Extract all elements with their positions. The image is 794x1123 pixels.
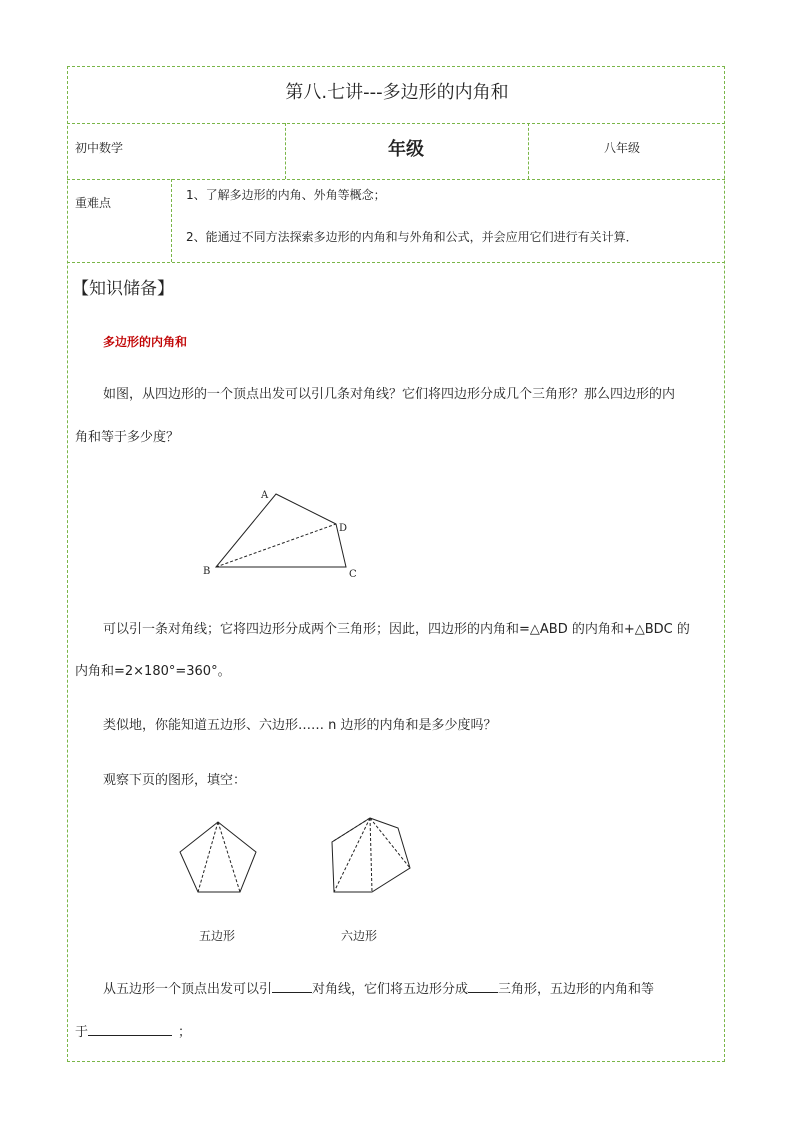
answer-blank-angle-sum[interactable] xyxy=(88,1021,172,1036)
fill-in-text-5: ； xyxy=(178,1025,192,1040)
pentagon-outline xyxy=(180,822,256,892)
vertex-label-b: B xyxy=(203,566,211,577)
paragraph-4: 观察下页的图形，填空： xyxy=(103,773,247,788)
fill-in-text-4: 于 xyxy=(75,1025,89,1040)
pentagon-diagonal xyxy=(198,822,218,892)
vertex-label-a: A xyxy=(261,490,269,501)
fill-in-text-1: 从五边形一个顶点出发可以引 xyxy=(103,982,273,997)
focus-item-1: 1、了解多边形的内角、外角等概念； xyxy=(186,188,386,202)
section-subtitle: 多边形的内角和 xyxy=(103,335,188,349)
paragraph-3: 类似地，你能知道五边形、六边形…… n 边形的内角和是多少度吗？ xyxy=(103,718,497,733)
hexagon-caption: 六边形 xyxy=(341,929,378,943)
fill-in-text-2: 对角线，它们将五边形分成 xyxy=(312,982,469,997)
pentagon-diagonal xyxy=(218,822,240,892)
subject-label: 初中数学 xyxy=(75,141,124,155)
answer-blank-diagonals[interactable] xyxy=(272,978,312,993)
paragraph-1-line-1: 如图，从四边形的一个顶点出发可以引几条对角线？它们将四边形分成几个三角形？那么四边形的内 xyxy=(103,387,676,402)
paragraph-1-line-2: 角和等于多少度？ xyxy=(75,430,180,445)
pentagon-caption: 五边形 xyxy=(199,929,236,943)
grade-label: 年级 xyxy=(388,139,424,160)
fill-in-line-2 xyxy=(75,1021,191,1043)
hexagon-diagonal xyxy=(370,818,372,892)
paragraph-2-line-2: 内角和=2×180°=360°。 xyxy=(75,664,231,679)
paragraph-2-line-1: 可以引一条对角线；它将四边形分成两个三角形；因此，四边形的内角和=△ABD 的内角和+△BDC 的 xyxy=(103,622,690,637)
fill-in-line-1 xyxy=(103,978,654,1000)
page-title: 第八.七讲---多边形的内角和 xyxy=(285,82,509,103)
answer-blank-triangles[interactable] xyxy=(468,978,498,993)
focus-item-2: 2、能通过不同方法探索多边形的内角和与外角和公式，并会应用它们进行有关计算． xyxy=(186,230,638,244)
grade-value: 八年级 xyxy=(604,141,641,155)
vertex-label-d: D xyxy=(339,523,348,534)
section-title: 【知识储备】 xyxy=(72,279,174,299)
fill-in-text-3: 三角形，五边形的内角和等 xyxy=(498,982,655,997)
focus-label: 重难点 xyxy=(75,196,112,210)
vertex-label-c: C xyxy=(349,569,357,580)
